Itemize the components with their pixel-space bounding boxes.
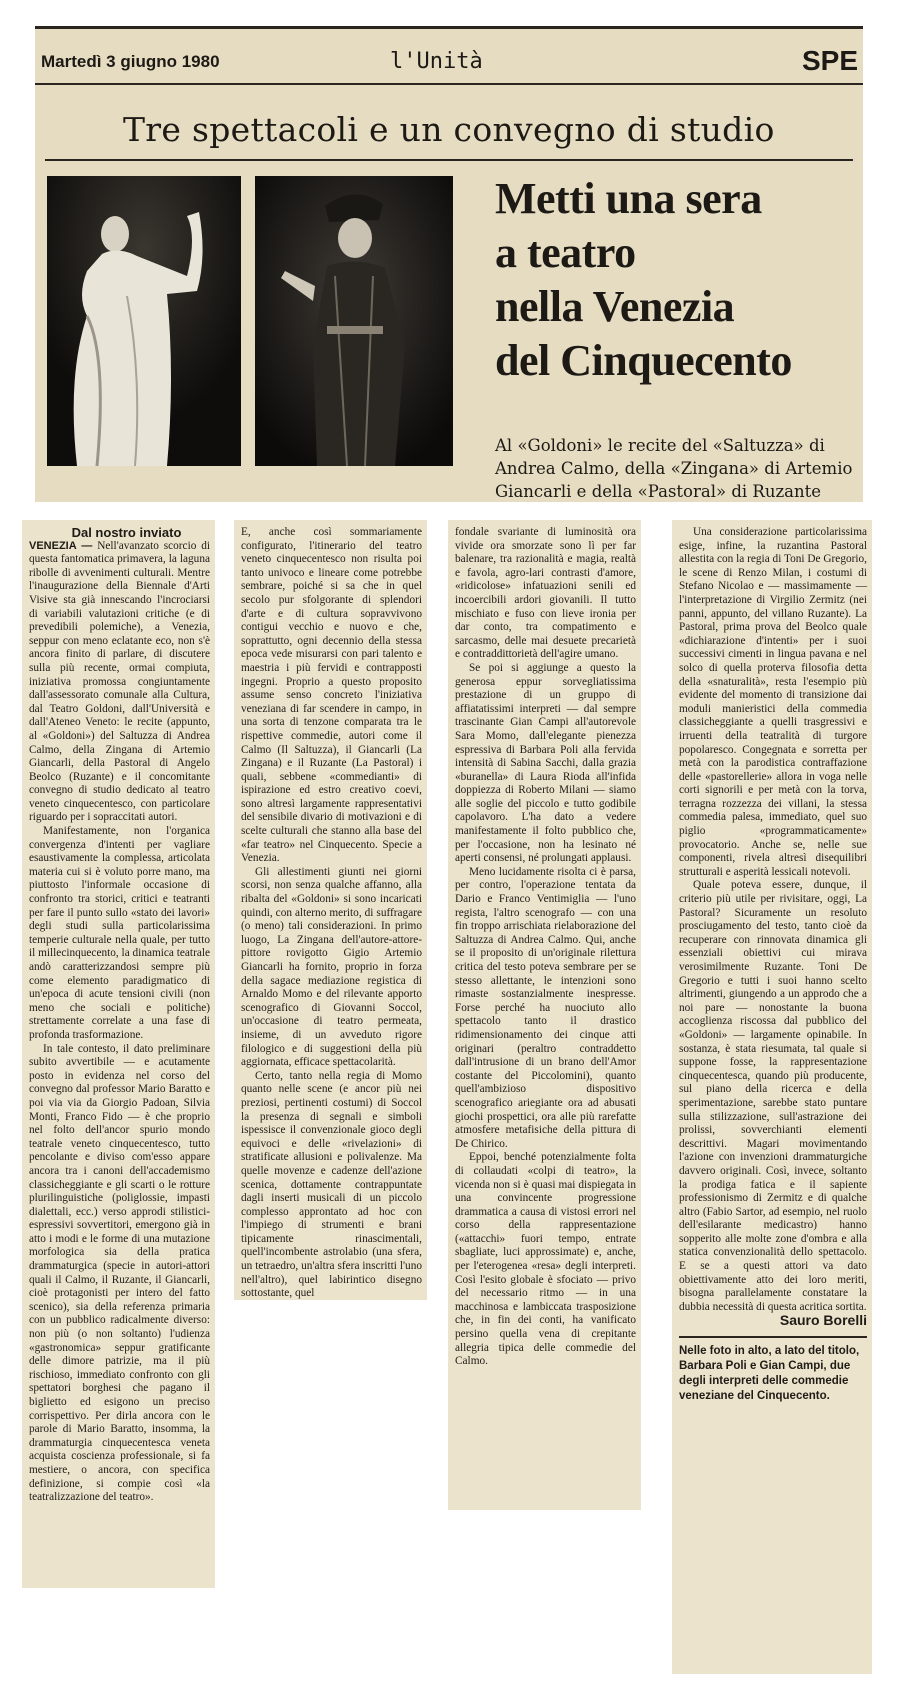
paragraph: Manifestamente, non l'organica convergenza d'intenti per vagliare esaustivamente la complessa, articolata materia cui si è voluto porre mano, ma piuttosto l'informale occasione di confronto tra storici, critici e teatranti per fare il punto sullo «stato dei lavori» degli studi sulla particolarissima temperie culturale nella quale, per tutto il millecinquecento, la dinamica teatrale andò caratterizzandosi sempre più come elemento paradigmatico di un'epoca di acute tensioni civili (non meno che sociali e politiche) strettamente correlate a una fase di profonda trasformazione. xyxy=(29,825,210,1041)
masthead-date: Martedì 3 giugno 1980 xyxy=(41,52,220,71)
paragraph: Quale poteva essere, dunque, il criterio più utile per rivisitare, oggi, La Pastoral? Sicuramente un resoluto prosciugamento del testo, tanto cioè da recuperare con rinnovata dinamica gli essenziali obiettivi cui mirava verosimilmente Ruzante. Toni De Gregorio e tutti i suoi hanno scelto altrimenti, giungendo a un approdo che a noi pare — nonostante la buona accoglienza riscossa dal pubblico del «Goldoni» — largamente opinabile. In sostanza, è stata riesumata, tal quale si suppone fosse, la rappresentazione cinquecentesca, quando più producente, sul piano della ricerca e della sperimentazione, sarebbe stato puntare sulla stilizzazione, sull'astrazione dei prolissi, sovverchianti elementi descrittivi. Magari movimentando l'azione con invenzioni drammaturgiche davvero originali. Così, invece, soltanto la prodiga fatica e il sapiente professionismo di Zermitz e di qualche altro (Fabio Sartor, ad esempio, nel ruolo dell'esilarante medicastro) hanno sopperito alle molte zone d'ombra e alla statica convenzionalità dello spettacolo. E se a questi attori va dato obiettivamente atto dei loro meriti, bisogna parallelamente constatare la dubbia necessità di questa acritica sortita. xyxy=(679,879,867,1313)
article-column-1 xyxy=(22,520,215,1588)
caption-rule xyxy=(679,1336,867,1338)
paragraph: In tale contesto, il dato preliminare subito avvertibile — e acutamente posto in evidenza nel corso del convegno dal professor Mario Baratto e poi via via da Giorgio Padoan, Silvia Monti, Franco Fido — è che proprio nel folto dell'ancor spurio mondo teatrale veneto cinquecentesco, tutto pencolante e diviso com'esso appare ancora tra i canoni dell'accademismo classicheggiante e gli scarti o le rotture plurilinguistiche (poliglossie, impasti dialettali, ecc.) verso approdi stilistici-espressivi sovvertitori, emergono già in atto i modi e le forme di una mutazione morfologica sia della pratica drammaturgica (specie in autori-attori quali il Calmo, il Ruzante, il Giancarli, cioè protagonisti per intero del fatto scenico), sia della referenza primaria con un pubblico radicalmente diverso: non più (o non soltanto) l'udienza «gastronomica» seppur gratificante delle dimore patrizie, ma il più rischioso, immediato confronto con gli spettatori borghesi che pagano il biglietto ed esigono un preciso corrispettivo. Per dirla ancora con le parole di Mario Baratto, insomma, la drammaturgia cinquecentesca veneta acquista coscienza professionale, si fa mestiere, o ancora, con specifica definizione, si compie così «la teatralizzazione del teatro». xyxy=(29,1042,210,1504)
article-column-2 xyxy=(234,520,427,1300)
paragraph xyxy=(29,540,210,825)
article-column-4 xyxy=(672,520,872,1674)
paragraph: fondale svariante di luminosità ora vivide ora smorzate sono lì per far balenare, tra razionalità e magia, realtà e favola, agro-lari contrasti d'amore, «ridicolose» infatuazioni senili ed incoercibili ardori giovanili. Il tutto mischiato e fuso con lieve ironia per dar conto, tra compatimento e sarcasmo, delle mai desuete precarietà e contraddittorietà dell'agire umano. xyxy=(455,526,636,661)
kicker-rule xyxy=(45,159,853,161)
paragraph: Meno lucidamente risolta ci è parsa, per contro, l'operazione tentata da Dario e Franco Ventimiglia — l'uno regista, l'altro scenografo — con una fin troppo arrischiata rielaborazione del Saltuzza di Andrea Calmo. Qui, anche se il proposito di un'originale rilettura critica del testo poteva sembrare per se stesso allettante, le intenzioni sono rimaste sostanzialmente inespresse. Forse perché ha nuociuto allo spettacolo tanto il drastico ridimensionamento dei cinque atti originari (peraltro contraddetto dall'intrusione di un brano dell'Amor costante del Piccolomini), quanto quell'ambizioso dispositivo scenografico ariegiante ora ad abusati giochi prospettici, ora alle più rarefatte atmosfere metafisiche della pittura di De Chirico. xyxy=(455,865,636,1150)
paragraph: Se poi si aggiunge a questo la generosa eppur sorvegliatissima prestazione di un gruppo di affiatatissimi interpreti — dal sempre trascinante Gian Campi all'autorevole Sara Momo, dall'elegante pienezza espressiva di Barbara Poli alla fervida intensità di Sabina Sacchi, dalla grazia «buranella» di Laura Rioda all'infida doppiezza di Roberto Milani — siamo alle soglie del piccolo e tutto godibile capolavoro. L'ha dato a vedere manifestamente il folto pubblico che, per l'occasione, non ha lesinato né aperti consensi, né prolungati applausi. xyxy=(455,661,636,865)
headline-line: nella Venezia xyxy=(495,282,735,331)
paragraph: Una considerazione particolarissima esige, infine, la ruzantina Pastoral allestita con la regia di Toni De Gregorio, le scene di Renzo Milan, i costumi di Stefano Nicolao e — massimamente — l'interpretazione di Virgilio Zermitz (nei panni, appunto, del villano Ruzante). La Pastoral, prima prova del Beolco quale «dichiarazione d'intenti» per i suoi successivi cimenti in lingua pavana e nel solco di quella proterva filosofia detta della «snaturalità», resta l'esempio più evidente del momento di transizione dai moduli manieristici della commedia classicheggiante a quelli trasgressivi e irruenti della teatralità di turgore popolaresco. Congegnata e sorretta per metà con la parodistica contraffazione delle «pastorellerie» allora in voga nelle corti signorili e per metà con la torva, terragna rozzezza dei villani, la stessa commedia palesa, immediato, quel suo piglio «programmaticamente» provocatorio. Anche se, nelle sue componenti, rivela altresì disequilibri strutturali e asperità lessicali notevoli. xyxy=(679,526,867,878)
paragraph-text: Nell'avanzato scorcio di questa fantomatica primavera, la laguna ribolle di avvenimenti culturali. Mentre l'inaugurazione della Biennale d'Arti Visive sta già innescando l'incrociarsi di variabili valutazioni critiche (e di prevedibili polemiche), a Venezia, seppur con meno eclatante eco, non s'è ancora finito di parlare, di discutere sulla più recente, ormai compiuta, iniziativa promossa congiuntamente dall'assessorato comunale alla Cultura, dal Teatro Goldoni, dall'Università e dall'Ateneo Veneto: le recite (appunto, al «Goldoni») del Saltuzza di Andrea Calmo, della Zingana di Artemio Giancarli, della Pastoral di Angelo Beolco (Ruzante) e il concomitante convegno di studio dedicato al teatro veneto cinquecentesco, con particolare riguardo per i sopraccitati autori. xyxy=(29,539,211,824)
headline-line: a teatro xyxy=(495,228,636,277)
headline-line: Metti una sera xyxy=(495,174,762,223)
paragraph: Eppoi, benché potenzialmente folta di collaudati «colpi di teatro», la vicenda non si è quasi mai dispiegata in una convincente progressione drammatica a causa di vistosi errori nel corso della rappresentazione («attacchi» fuori tempo, entrate sbagliate, luci approssimate) e, anche, per l'eterogenea «resa» degli interpreti. Così l'esito globale è sfociato — privo del necessario ritmo — in una macchinosa e lambiccata trasposizione che, in fin dei conti, ha vanificato persino quella vena di crepitante allegria tipica delle commedie del Calmo. xyxy=(455,1151,636,1368)
photo-caption: Nelle foto in alto, a lato del titolo, Barbara Poli e Gian Campi, due degli interpreti delle commedie veneziane del Cinquecento. xyxy=(679,1345,860,1403)
paragraph: Gli allestimenti giunti nei giorni scorsi, non senza qualche affanno, alla ribalta del «Goldoni» si sono incaricati quindi, con alterno merito, di suffragare (o meno) tali considerazioni. In primo luogo, La Zingana dell'autore-attore-pittore rovigotto Gigio Artemio Giancarli ha fornito, proprio in forza della sagace mediazione registica di Arnaldo Momo e del rilevante apporto scenografico di Giovanni Soccol, un'occasione di teatro permeata, insieme, di un avveduto rigore filologico e di suggestioni della più aggiornata, efficace spettacolarità. xyxy=(241,865,422,1069)
dateline: VENEZIA — xyxy=(29,539,93,552)
paragraph: Certo, tanto nella regia di Momo quanto nelle scene (e ancor più nei preziosi, pertinenti costumi) di Soccol la presenza di segnali e simboli ispessisce il convenzionale gioco degli equivoci e delle «rivelazioni» di stratificate allusioni e polivalenze. Ma quelle movenze e cadenze dell'azione scenica, dottamente contrappuntate dagli inserti musicali di un piccolo complesso approntato ad hoc con l'impiego di strumenti e brani tipicamente rinascimentali, quell'incombente astrolabio (una sfera, un tetraedro, un'altra sfera inscritti l'uno nell'altro), quel labirintico disegno sottostante, quel xyxy=(241,1069,422,1300)
masthead xyxy=(35,26,863,85)
top-clipping xyxy=(35,26,863,502)
main-headline xyxy=(495,172,855,388)
sub-headline: Al «Goldoni» le recite del «Saltuzza» di Andrea Calmo, della «Zingana» di Artemio Giancarli e della «Pastoral» di Ruzante xyxy=(495,436,853,501)
paragraph: E, anche così sommariamente configurato, l'itinerario del teatro veneto cinquecentesco non risulta poi tanto univoco e lineare come potrebbe sembrare, poiché si sa che in quel secolo pur sfolgorante di splendori d'arte e di cultura sopravvivono contigui vecchio e nuovo e che, soprattutto, ogni decennio della stessa epoca vede misurarsi con pari talento e maestria i più fervidi e contrapposti ingegni. Proprio a questo proposito assume senso concreto l'iniziativa veneziana di far scendere in campo, in una sorta di tenzone comparata tra le rispettive commedie, autori come il Calmo (Il Saltuzza), il Giancarli (La Zingana) e il Ruzante (La Pastoral) i quali, sebbene «commedianti» di ispirazione ed estro creativo coevi, sono altresì largamente rappresentativi del sensibile divario di motivazioni e di scelte culturali che stanno alla base del «far teatro» nel Cinquecento. Specie a Venezia. xyxy=(241,526,422,865)
actress-photo xyxy=(47,176,241,466)
article-body xyxy=(22,520,878,1680)
masthead-paper-name: l'Unità xyxy=(390,49,483,74)
masthead-section: SPE xyxy=(802,45,859,76)
inviato-byline: Dal nostro inviato xyxy=(71,525,182,540)
author-signature: Sauro Borelli xyxy=(779,1312,867,1329)
actor-photo xyxy=(255,176,453,466)
article-column-3 xyxy=(448,520,641,1510)
kicker-headline: Tre spettacoli e un convegno di studio xyxy=(123,110,775,149)
headline-line: del Cinquecento xyxy=(495,336,792,385)
